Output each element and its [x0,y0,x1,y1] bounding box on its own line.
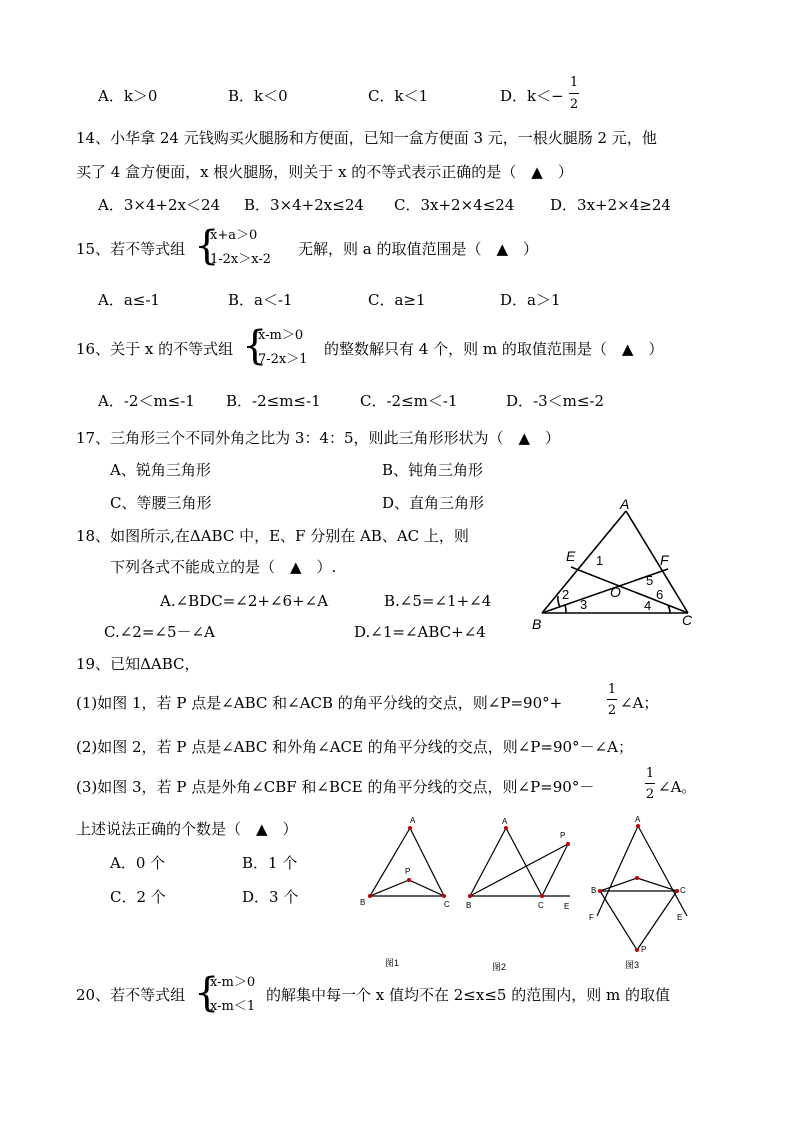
q19-fig2-label-b: B [466,901,472,910]
q19-s3-frac-den: 2 [645,787,655,802]
q19-option-d: D．3 个 [242,888,299,906]
q15-option-a: A．a≤-1 [98,291,160,309]
q19-option-c: C．2 个 [110,888,166,906]
q15-stem-pre: 15、若不等式组 [76,240,186,258]
q16-brace: { [242,323,268,369]
q19-statement-2: (2)如图 2，若 P 点是∠ABC 和外角∠ACE 的角平分线的交点，则∠P=90°－∠A； [76,738,633,756]
q17-option-d: D、直角三角形 [382,494,485,512]
q18-label-c: C [682,612,693,628]
q14-stem-line2: 买了 4 盒方便面，x 根火腿肠，则关于 x 的不等式表示正确的是（ ▲ ） [76,163,573,181]
q18-angle-1: 1 [596,553,604,568]
q15-option-d: D．a＞1 [500,291,561,309]
q18-label-e: E [566,548,576,564]
q16-stem-pre: 16、关于 x 的不等式组 [76,340,234,358]
q18-triangle-figure [520,495,705,635]
q18-option-c: C.∠2=∠5－∠A [104,623,215,641]
q18-label-f: F [660,552,669,568]
q19-fig3-label-b: B [591,886,597,895]
q18-angle-4: 4 [644,598,652,613]
q18-angle-3: 3 [580,597,588,612]
q19-statement-1-tail: ∠A； [620,694,659,712]
q15-option-c: C．a≥1 [368,291,426,309]
q16-option-a: A．-2＜m≤-1 [98,392,195,410]
q15-stem-post: 无解，则 a 的取值范围是（ ▲ ） [298,240,539,258]
q19-option-a: A．0 个 [110,854,166,872]
q13-frac-bar [569,93,579,94]
q15-option-b: B．a＜-1 [228,291,293,309]
q14-option-a: A．3×4+2x＜24 [98,196,221,214]
q19-figure-3 [585,812,705,972]
q18-angle-2: 2 [562,587,570,602]
q20-stem-pre: 20、若不等式组 [76,986,186,1004]
q15-system-line1: x+a＞0 [210,228,258,243]
q18-angle-5: 5 [646,573,654,588]
q19-fig3-label-f: F [589,913,594,922]
q20-brace: { [194,970,220,1016]
q18-stem-line1: 18、如图所示,在ΔABC 中，E、F 分别在 AB、AC 上，则 [76,527,469,545]
q18-label-a: A [620,496,630,512]
q18-label-o: O [610,584,621,600]
q14-option-c: C．3x+2×4≤24 [394,196,515,214]
q19-figure-2 [458,812,583,972]
q16-system-line2: 7-2x＞1 [258,352,308,367]
q19-figure-1 [355,812,455,972]
q19-s3-frac-bar [645,783,655,784]
q15-brace: { [194,223,220,269]
q13-option-d: D．k＜− [500,87,564,105]
q18-stem-line2: 下列各式不能成立的是（ ▲ ）. [110,558,337,576]
q18-angle-6: 6 [656,587,664,602]
q20-system-line1: x-m＞0 [210,975,256,990]
q19-fig3-label-a: A [635,815,641,824]
q14-option-b: B．3×4+2x≤24 [244,196,364,214]
q19-fig2-label-e: E [564,902,570,911]
q17-option-a: A、锐角三角形 [110,461,211,479]
q19-option-b: B．1 个 [242,854,298,872]
q16-system-line1: x-m＞0 [258,328,304,343]
q19-fig3-label-p: P [641,945,647,954]
q17-option-b: B、钝角三角形 [382,461,484,479]
q13-option-b: B．k＜0 [228,87,288,105]
q19-fig3-caption: 图3 [625,960,640,970]
q13-frac-num: 1 [569,75,579,90]
q19-fig3-label-c: C [680,886,686,895]
q20-system-line2: x-m＜1 [210,999,256,1014]
q16-stem-post: 的整数解只有 4 个，则 m 的取值范围是（ ▲ ） [324,340,664,358]
q19-s1-frac-den: 2 [607,703,617,718]
q19-fig2-label-c: C [538,901,544,910]
q18-label-b: B [532,616,542,632]
q19-s3-frac-num: 1 [645,766,655,781]
q20-stem-post: 的解集中每一个 x 值均不在 2≤x≤5 的范围内，则 m 的取值 [266,986,670,1004]
q18-option-b: B.∠5=∠1+∠4 [384,592,492,610]
q14-stem-line1: 14、小华拿 24 元钱购买火腿肠和方便面，已知一盒方便面 3 元，一根火腿肠 2 元，他 [76,129,657,147]
q19-fig2-label-a: A [502,817,508,826]
q19-statement-1: (1)如图 1，若 P 点是∠ABC 和∠ACB 的角平分线的交点，则∠P=90°+ [76,694,563,712]
q18-option-a: A.∠BDC=∠2+∠6+∠A [160,592,329,610]
q19-statement-3: (3)如图 3，若 P 点是外角∠CBF 和∠BCE 的角平分线的交点，则∠P=90°－ [76,778,595,796]
q19-s1-frac-bar [607,699,617,700]
q19-statement-3-tail: ∠A。 [658,778,697,796]
q17-option-c: C、等腰三角形 [110,494,212,512]
q16-option-c: C．-2≤m＜-1 [360,392,458,410]
q15-system-line2: 1-2x＞x-2 [210,252,272,267]
q16-option-d: D．-3＜m≤-2 [506,392,605,410]
q19-fig2-label-p: P [560,831,566,840]
q19-stem: 19、已知ΔABC， [76,655,200,673]
q19-fig2-caption: 图2 [492,962,507,972]
q19-fig3-label-e: E [677,913,683,922]
q19-fig1-label-b: B [360,898,366,907]
q13-frac-den: 2 [569,97,579,112]
q19-s1-frac-num: 1 [607,682,617,697]
q17-stem: 17、三角形三个不同外角之比为 3：4：5，则此三角形形状为（ ▲ ） [76,429,561,447]
q13-option-c: C．k＜1 [368,87,429,105]
q19-fig1-label-a: A [410,816,416,825]
q18-option-d: D.∠1=∠ABC+∠4 [354,623,486,641]
q16-option-b: B．-2≤m≤-1 [226,392,321,410]
q19-fig1-label-p: P [405,867,411,876]
q19-ask: 上述说法正确的个数是（ ▲ ） [76,820,298,838]
q13-option-a: A．k＞0 [98,87,158,105]
q19-fig1-caption: 图1 [385,958,400,968]
q19-fig1-label-c: C [444,900,450,909]
q14-option-d: D．3x+2×4≥24 [550,196,671,214]
